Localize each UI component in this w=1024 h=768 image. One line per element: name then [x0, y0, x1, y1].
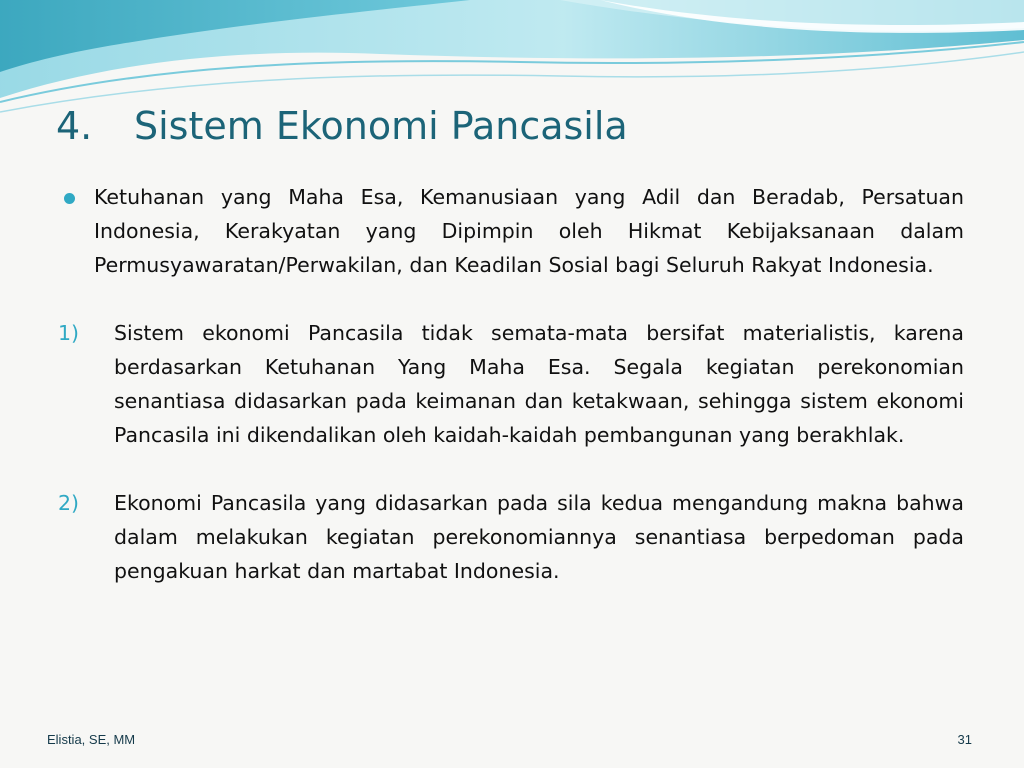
numbered-item-2 — [58, 486, 964, 588]
slide-title — [56, 95, 628, 157]
numbered-item-text: Ekonomi Pancasila yang didasarkan pada sila kedua mengandung makna bahwa dalam melakukan kegiatan perekonomiannya senantiasa berpedoman pada pengakuan harkat dan martabat Indonesia. — [114, 491, 964, 583]
page-number: 31 — [957, 732, 972, 747]
bullet-item — [58, 180, 964, 282]
bullet-text: Ketuhanan yang Maha Esa, Kemanusiaan yang Adil dan Beradab, Persatuan Indonesia, Kerakyatan yang Dipimpin oleh Hikmat Kebijaksanaan dalam Permusyawaratan/Perwakilan, dan Keadilan Sosial bagi Seluruh Rakyat Indonesia. — [94, 185, 964, 277]
numbered-item-text: Sistem ekonomi Pancasila tidak semata-mata bersifat materialistis, karena berdasarkan Ketuhanan Yang Maha Esa. Segala kegiatan perekonomian senantiasa didasarkan pada keimanan dan ketakwaan, sehingga sistem ekonomi Pancasila ini dikendalikan oleh kaidah-kaidah pembangunan yang berakhlak. — [114, 321, 964, 447]
numbered-item-label: 2) — [58, 491, 80, 515]
title-number: 4. — [56, 104, 93, 148]
numbered-item-1 — [58, 316, 964, 452]
numbered-item-label: 1) — [58, 321, 80, 345]
footer-author: Elistia, SE, MM — [47, 732, 136, 747]
slide-body — [58, 180, 964, 588]
title-text: Sistem Ekonomi Pancasila — [134, 104, 628, 148]
bullet-dot-icon — [64, 193, 75, 204]
